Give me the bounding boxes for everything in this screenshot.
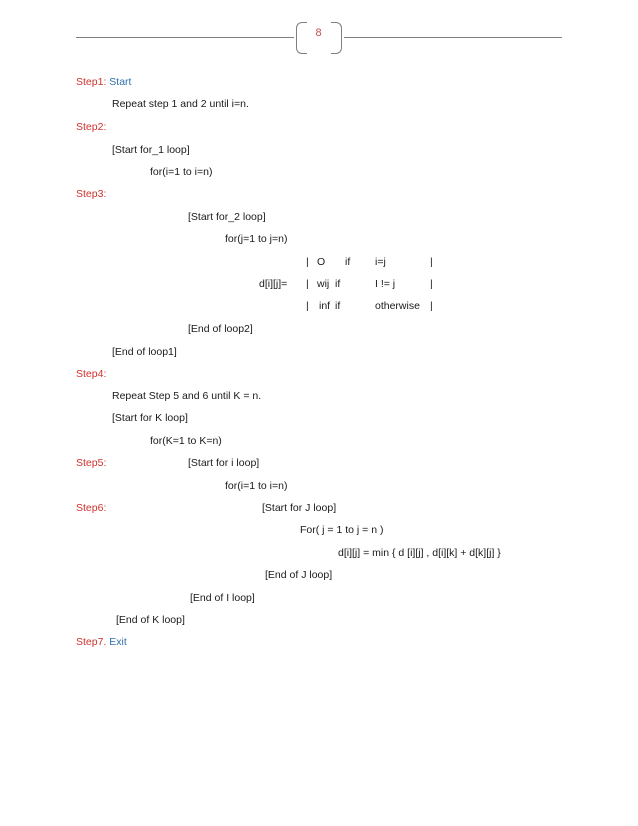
step1-line: [76, 75, 131, 89]
matrix-row1-condition: i=j: [375, 256, 386, 268]
step5-label: Step5:: [76, 457, 107, 469]
step7-label: Step7.: [76, 636, 107, 648]
min-formula: d[i][j] = min { d [i][j] , d[i][k] + d[k][j] }: [338, 547, 501, 559]
end-i-loop: [End of I loop]: [190, 592, 255, 604]
matrix-row2-bar: |: [306, 278, 309, 290]
matrix-lhs: d[i][j]=: [259, 278, 288, 290]
step3-label: Step3:: [76, 188, 107, 200]
matrix-row1-value: O: [317, 256, 326, 268]
matrix-row2-condition: I != j: [375, 278, 396, 290]
start-j-loop: [Start for J loop]: [262, 502, 337, 514]
step1-text: Start: [109, 76, 132, 88]
end-k-loop: [End of K loop]: [116, 614, 185, 626]
start-for1-loop: [Start for_1 loop]: [112, 144, 190, 156]
matrix-row3-condition: otherwise: [375, 300, 420, 312]
step2-label: Step2:: [76, 121, 107, 133]
step1-label: Step1:: [76, 76, 107, 88]
matrix-row3-bar: |: [306, 300, 309, 312]
for-k-line: for(K=1 to K=n): [150, 435, 222, 447]
step7-text: Exit: [109, 636, 127, 648]
matrix-row1-if: if: [345, 256, 351, 268]
start-k-loop: [Start for K loop]: [112, 412, 188, 424]
start-for2-loop: [Start for_2 loop]: [188, 211, 266, 223]
step7-line: [76, 635, 127, 649]
for-j-line: for(j=1 to j=n): [225, 233, 288, 245]
matrix-row2-if: if: [335, 278, 341, 290]
page-number: 8: [315, 27, 322, 39]
start-i-loop: [Start for i loop]: [188, 457, 260, 469]
end-j-loop: [End of J loop]: [265, 569, 333, 581]
matrix-row3-value: inf: [319, 300, 331, 312]
matrix-row2-value: wij: [317, 278, 330, 290]
matrix-row3-end-bar: |: [430, 300, 433, 312]
matrix-row1-bar: |: [306, 256, 309, 268]
matrix-row3-if: if: [335, 300, 341, 312]
for-i-line: for(i=1 to i=n): [150, 166, 213, 178]
step6-label: Step6:: [76, 502, 107, 514]
header-rule-left: [76, 37, 294, 38]
end-loop1: [End of loop1]: [112, 346, 177, 358]
matrix-row2-end-bar: |: [430, 278, 433, 290]
header-rule-right: [344, 37, 562, 38]
matrix-row1-end-bar: |: [430, 256, 433, 268]
step4-label: Step4:: [76, 368, 107, 380]
repeat-step-5-6: Repeat Step 5 and 6 until K = n.: [112, 390, 262, 402]
end-loop2: [End of loop2]: [188, 323, 253, 335]
for-i2-line: for(i=1 to i=n): [225, 480, 288, 492]
page-number-bracket-right: [331, 22, 342, 54]
repeat-step-1-2: Repeat step 1 and 2 until i=n.: [112, 98, 249, 110]
for-j2-line: For( j = 1 to j = n ): [300, 524, 384, 536]
